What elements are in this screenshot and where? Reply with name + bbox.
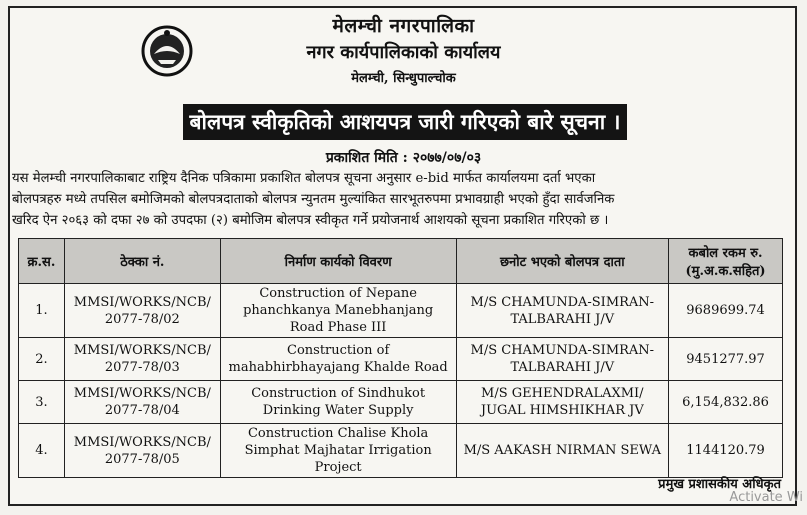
cell-description: Construction of Sindhukot Drinking Water Supply: [220, 381, 456, 424]
notice-paragraph: [12, 168, 782, 231]
header-description: निर्माण कार्यको विवरण: [220, 239, 456, 284]
cell-description: Construction of mahabhirbhayajang Khalde Road: [220, 338, 456, 381]
cell-sn: 4.: [19, 424, 65, 478]
bid-table: [18, 238, 783, 478]
cell-contract: MMSI/WORKS/NCB/ 2077-78/02: [64, 284, 220, 338]
cell-bidder: M/S CHAMUNDA-SIMRAN- TALBARAHI J/V: [456, 338, 669, 381]
header-sn: क्र.स.: [19, 239, 65, 284]
cell-contract: MMSI/WORKS/NCB/ 2077-78/03: [64, 338, 220, 381]
cell-bidder: M/S GEHENDRALAXMI/ JUGAL HIMSHIKHAR JV: [456, 381, 669, 424]
cell-contract: MMSI/WORKS/NCB/ 2077-78/05: [64, 424, 220, 478]
cell-description: Construction Chalise Khola Simphat Majhatar Irrigation Project: [220, 424, 456, 478]
os-activation-watermark: Activate Wi: [729, 490, 803, 505]
office-name: नगर कार्यपालिकाको कार्यालय: [306, 42, 501, 63]
cell-amount: 1144120.79: [669, 424, 783, 478]
cell-amount: 6,154,832.86: [669, 381, 783, 424]
table-row: [19, 381, 783, 424]
published-date: प्रकाशित मिति : २०७७/०७/०३: [325, 150, 482, 166]
notice-title-banner: बोलपत्र स्वीकृतिको आशयपत्र जारी गरिएको बारे सूचना ।: [183, 104, 627, 140]
paragraph-line: यस मेलम्ची नगरपालिकाबाट राष्ट्रिय दैनिक पत्रिकामा प्रकाशित बोलपत्र सूचना अनुसार e-bid मार्फत कार्यालयमा दर्ता भएका: [12, 171, 596, 186]
paragraph-line: खरिद ऐन २०६३ को दफा २७ को उपदफा (२) बमोजिम बोलपत्र स्वीकृत गर्ने प्रयोजनार्थ आशयको सूचना प्रकाशित गरिएको छ ।: [12, 213, 609, 228]
table-row: [19, 284, 783, 338]
cell-contract: MMSI/WORKS/NCB/ 2077-78/04: [64, 381, 220, 424]
cell-sn: 1.: [19, 284, 65, 338]
cell-sn: 3.: [19, 381, 65, 424]
header-bidder: छनोट भएको बोलपत्र दाता: [456, 239, 669, 284]
header-amount: कबोल रकम रु. (मु.अ.क.सहित): [669, 239, 783, 284]
table-header-row: [19, 239, 783, 284]
signatory-title: प्रमुख प्रशासकीय अधिकृत: [658, 477, 781, 492]
municipality-name: मेलम्ची नगरपालिका: [332, 15, 475, 37]
office-address: मेलम्ची, सिन्धुपाल्चोक: [351, 71, 456, 86]
cell-description: Construction of Nepane phanchkanya Manebhanjang Road Phase III: [220, 284, 456, 338]
cell-bidder: M/S CHAMUNDA-SIMRAN- TALBARAHI J/V: [456, 284, 669, 338]
cell-amount: 9451277.97: [669, 338, 783, 381]
header-contract: ठेक्का नं.: [64, 239, 220, 284]
table-row: [19, 338, 783, 381]
cell-sn: 2.: [19, 338, 65, 381]
table-row: [19, 424, 783, 478]
paragraph-line: बोलपत्रहरु मध्ये तपसिल बमोजिमको बोलपत्रदाताको बोलपत्र न्युनतम मुल्यांकित सारभूतरुपमा प्रभावग्राही भएको हुँदा सार्वजनिक: [12, 192, 615, 207]
cell-bidder: M/S AAKASH NIRMAN SEWA: [456, 424, 669, 478]
cell-amount: 9689699.74: [669, 284, 783, 338]
